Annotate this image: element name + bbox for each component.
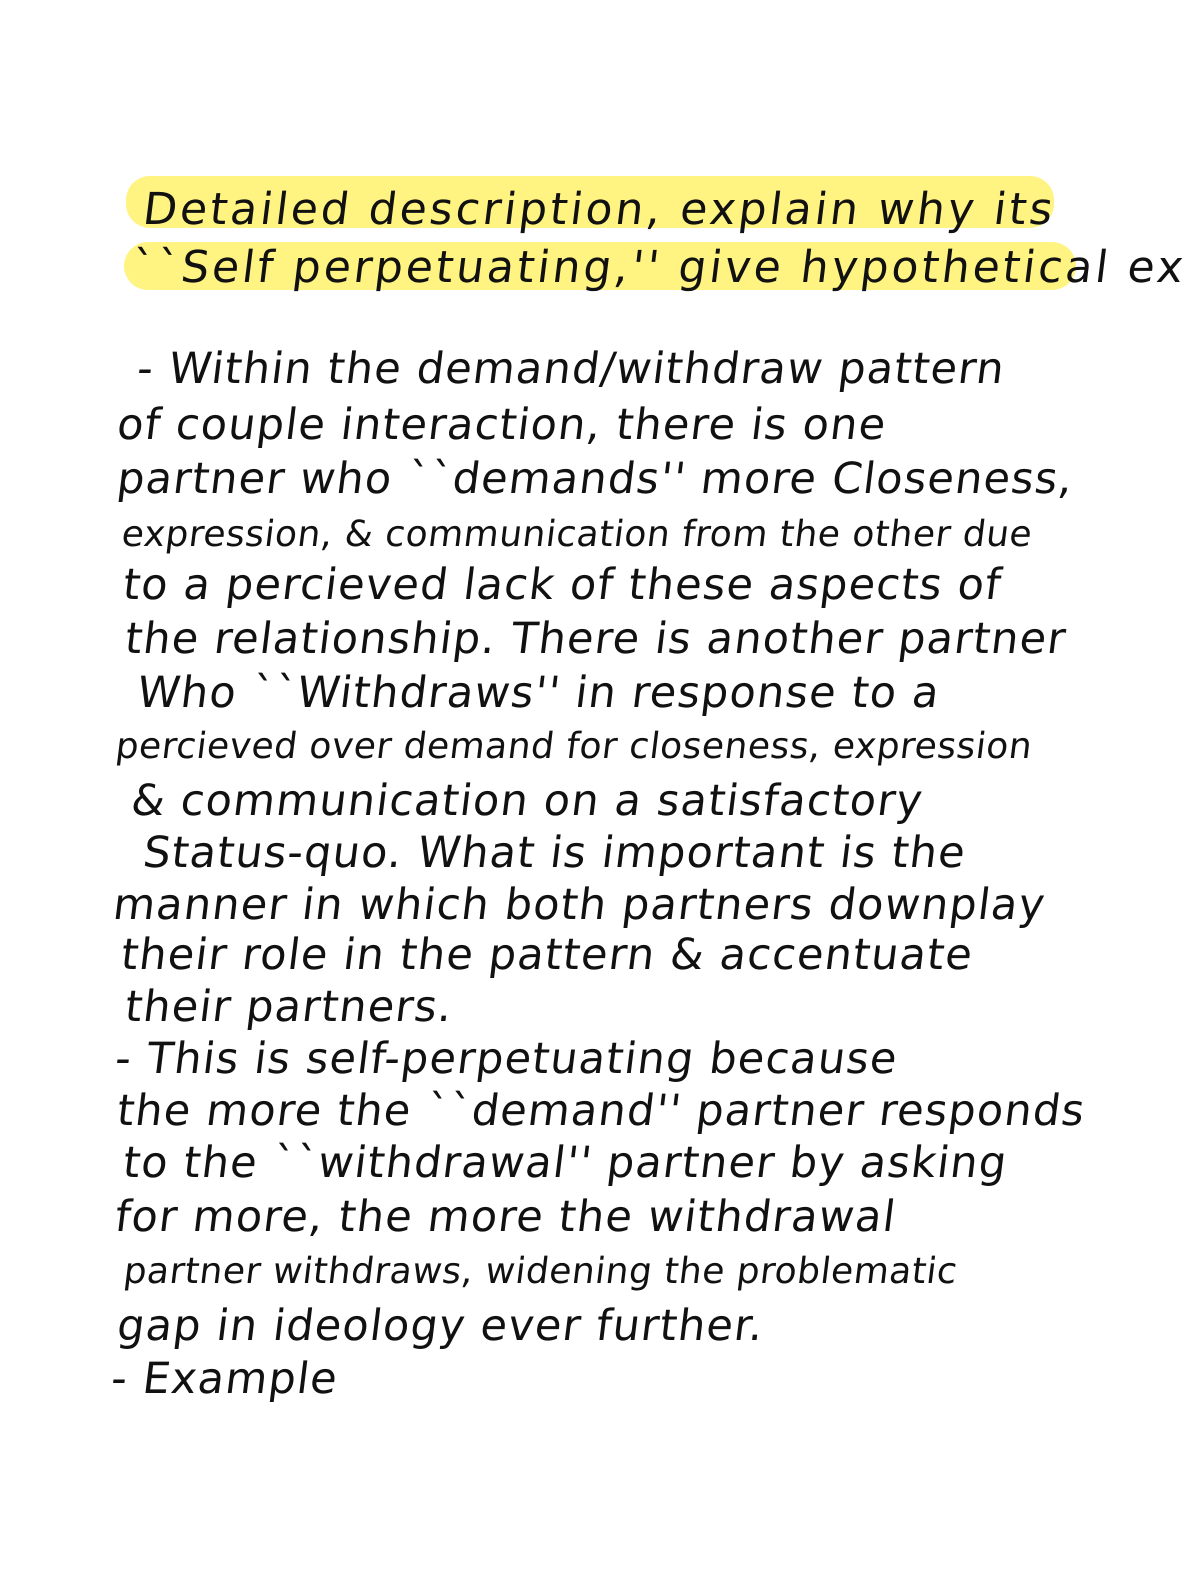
body-line-10: Status-quo. What is important is the [140, 828, 970, 878]
prompt-line-2: ``Self perpetuating,'' give hypothetical ex [128, 242, 1190, 293]
body-line-1: - Within the demand/withdraw pattern [134, 344, 1009, 394]
body-line-7: Who ``Withdraws'' in response to a [134, 668, 943, 718]
body-line-3: partner who ``demands'' more Closeness, [114, 454, 1077, 504]
body-line-11: manner in which both partners downplay [110, 880, 1049, 930]
body-line-4: expression, & communication from the other due [119, 514, 1035, 555]
body-line-17: for more, the more the withdrawal [112, 1192, 900, 1242]
body-line-12: their role in the pattern & accentuate [118, 930, 977, 980]
body-line-20: - Example [108, 1354, 342, 1404]
body-line-9: & communication on a satisfactory [128, 776, 927, 826]
body-line-13: their partners. [122, 982, 457, 1032]
body-line-16: to the ``withdrawal'' partner by asking [120, 1138, 1011, 1188]
body-line-5: to a percieved lack of these aspects of [120, 560, 1005, 610]
body-line-14: - This is self-perpetuating because [112, 1034, 901, 1084]
body-line-15: the more the ``demand'' partner responds [114, 1086, 1089, 1136]
body-line-8: percieved over demand for closeness, expression [113, 726, 1035, 767]
body-line-6: the relationship. There is another partner [122, 614, 1070, 664]
body-line-19: gap in ideology ever further. [114, 1301, 768, 1351]
body-line-18: partner withdraws, widening the problematic [121, 1251, 960, 1292]
prompt-line-1: Detailed description, explain why its [140, 184, 1059, 235]
body-line-2: of couple interaction, there is one [114, 400, 890, 450]
